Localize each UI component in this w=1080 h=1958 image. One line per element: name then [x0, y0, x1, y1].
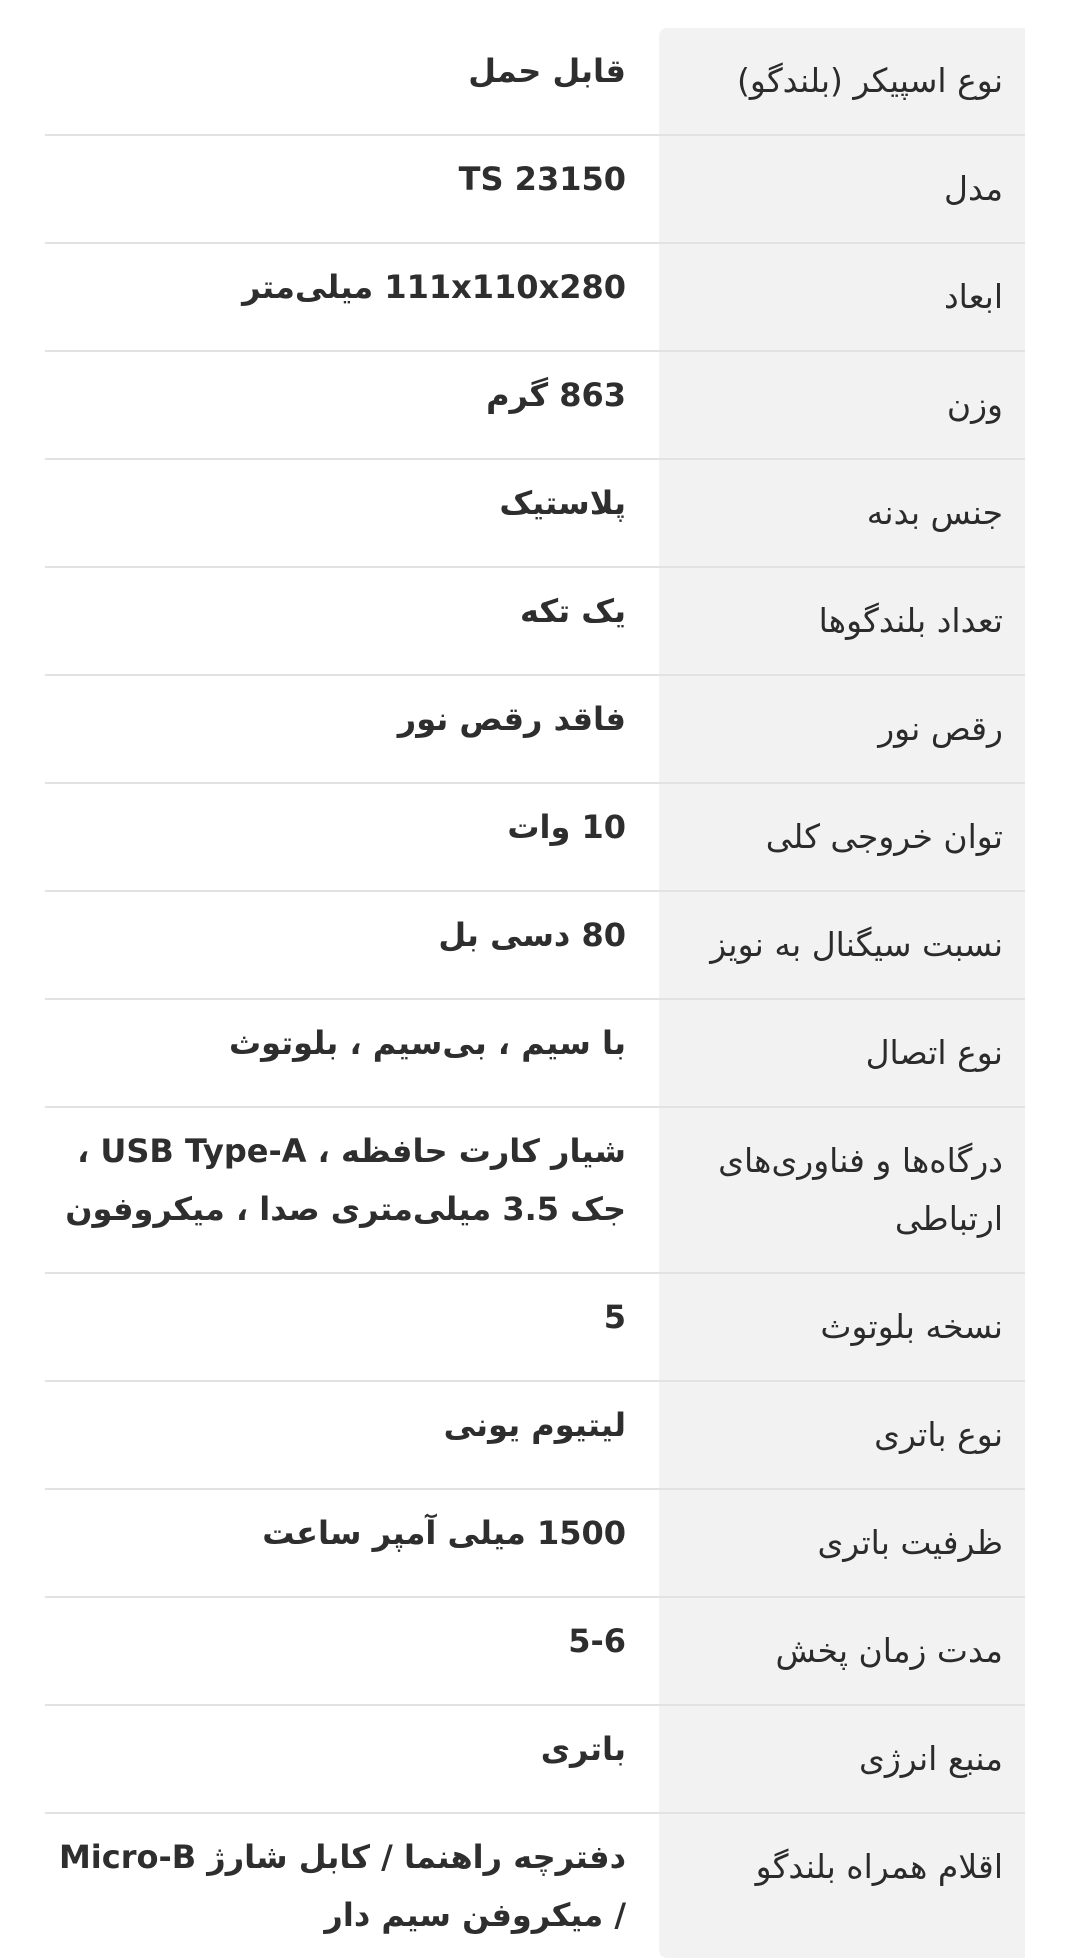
spec-row-speaker-count	[45, 568, 1025, 676]
spec-row-power-source	[45, 1706, 1025, 1814]
spec-row-body-material	[45, 460, 1025, 568]
spec-row-light-show	[45, 676, 1025, 784]
spec-value: 863 گرم	[486, 376, 626, 414]
spec-value: 5-6	[568, 1622, 626, 1660]
spec-row-battery-capacity	[45, 1490, 1025, 1598]
spec-value: 10 وات	[507, 808, 626, 846]
spec-value: لیتیوم یونی	[443, 1406, 626, 1444]
spec-value: یک تکه	[520, 592, 626, 630]
spec-row-battery-type	[45, 1382, 1025, 1490]
spec-value: فاقد رقص نور	[397, 700, 626, 738]
spec-label: اقلام همراه بلندگو	[659, 1814, 1025, 1958]
spec-row-playback-time	[45, 1598, 1025, 1706]
spec-value: شیار کارت حافظه ، USB Type-A ، جک 3.5 میلی‌متری صدا ، میکروفون	[65, 1132, 626, 1228]
spec-label: مدل	[659, 136, 1025, 242]
spec-label: نوع اتصال	[659, 1000, 1025, 1106]
spec-label: ابعاد	[659, 244, 1025, 350]
spec-value: 111x110x280 میلی‌متر	[242, 268, 626, 306]
spec-label: نسبت سیگنال به نویز	[659, 892, 1025, 998]
spec-label: نسخه بلوتوث	[659, 1274, 1025, 1380]
spec-label: تعداد بلندگوها	[659, 568, 1025, 674]
spec-row-snr	[45, 892, 1025, 1000]
spec-value: دفترچه راهنما / کابل شارژ Micro-B / میکروفن سیم دار	[58, 1838, 626, 1934]
spec-value: 80 دسی بل	[438, 916, 626, 954]
spec-row-bluetooth-version	[45, 1274, 1025, 1382]
spec-table	[45, 28, 1025, 1958]
spec-value: 1500 میلی آمپر ساعت	[262, 1514, 626, 1552]
spec-value: قابل حمل	[468, 52, 626, 90]
spec-label: توان خروجی کلی	[659, 784, 1025, 890]
spec-label: منبع انرژی	[659, 1706, 1025, 1812]
spec-value: 5	[603, 1298, 626, 1336]
spec-label: وزن	[659, 352, 1025, 458]
spec-row-model	[45, 136, 1025, 244]
spec-row-connection-type	[45, 1000, 1025, 1108]
spec-label: مدت زمان پخش	[659, 1598, 1025, 1704]
spec-row-included-items	[45, 1814, 1025, 1958]
spec-label: درگاه‌ها و فناوری‌های ارتباطی	[659, 1108, 1025, 1272]
spec-label: رقص نور	[659, 676, 1025, 782]
spec-label: نوع اسپیکر (بلندگو)	[659, 28, 1025, 134]
spec-row-ports	[45, 1108, 1025, 1274]
spec-row-output-power	[45, 784, 1025, 892]
spec-row-weight	[45, 352, 1025, 460]
spec-label: نوع باتری	[659, 1382, 1025, 1488]
spec-row-dimensions	[45, 244, 1025, 352]
spec-value: TS 23150	[458, 160, 626, 198]
spec-value: با سیم ، بی‌سیم ، بلوتوث	[228, 1024, 626, 1062]
spec-label: جنس بدنه	[659, 460, 1025, 566]
spec-value: پلاستیک	[499, 484, 626, 522]
spec-value: باتری	[540, 1730, 626, 1768]
spec-row-speaker-type	[45, 28, 1025, 136]
spec-label: ظرفیت باتری	[659, 1490, 1025, 1596]
